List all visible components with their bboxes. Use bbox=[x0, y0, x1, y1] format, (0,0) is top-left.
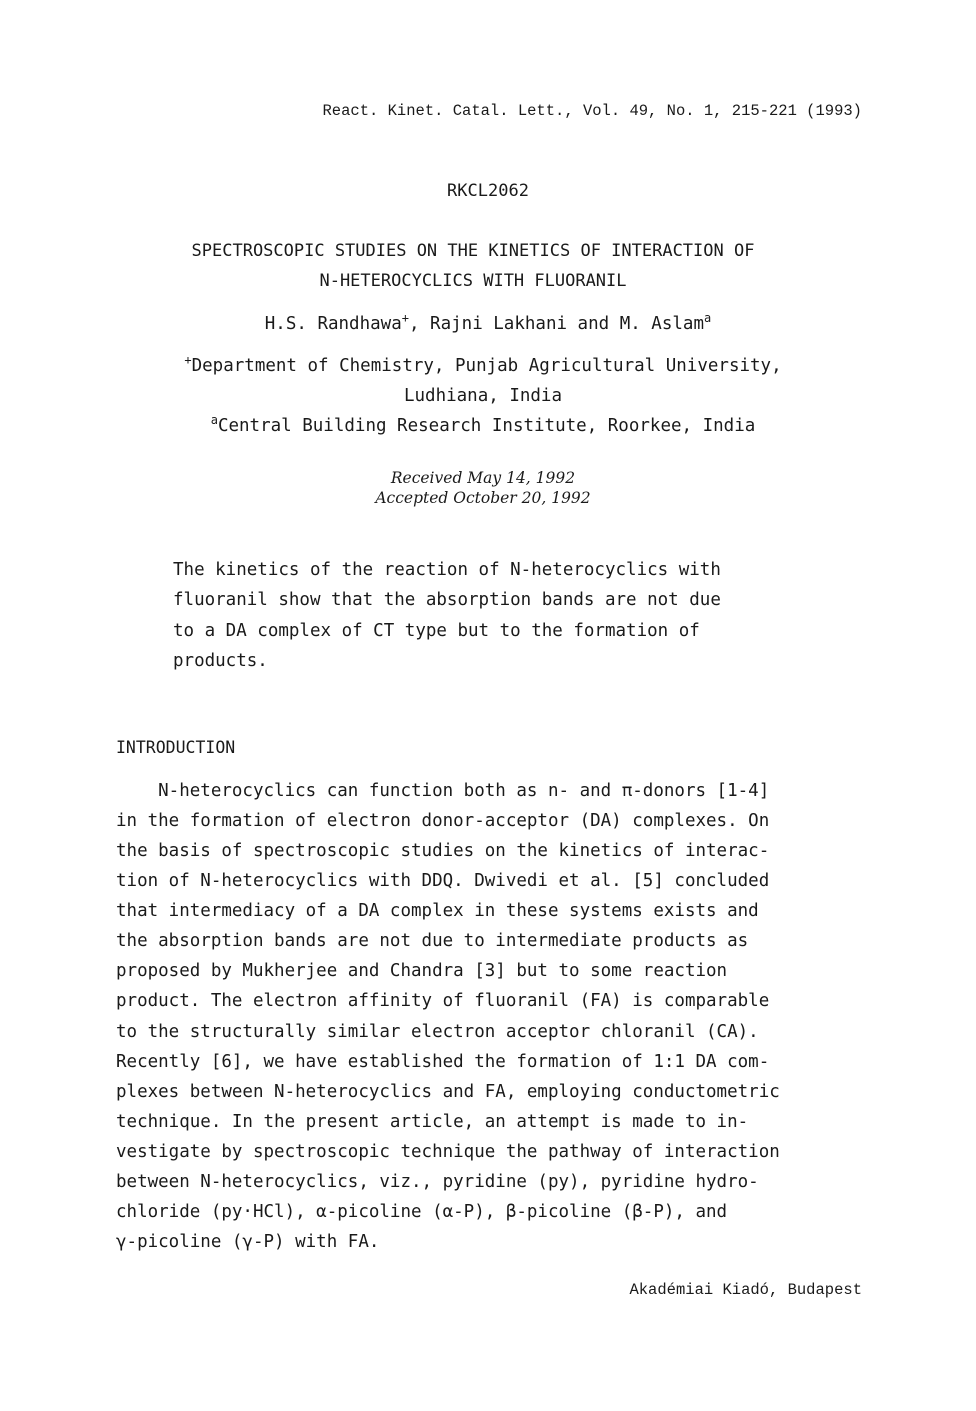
article-title-line-1: SPECTROSCOPIC STUDIES ON THE KINETICS OF INTERACTION OF bbox=[191, 241, 755, 261]
affiliation-mark: a bbox=[704, 311, 712, 325]
article-code: RKCL2062 bbox=[447, 181, 529, 201]
publisher-line: Akadémiai Kiadó, Budapest bbox=[629, 1281, 862, 1299]
abstract-line: fluoranil show that the absorption bands are not due bbox=[173, 590, 721, 611]
section-heading: INTRODUCTION bbox=[116, 738, 236, 757]
received-date: Received May 14, 1992 bbox=[390, 469, 576, 487]
author-list bbox=[0, 311, 976, 334]
affiliation-mark: a bbox=[210, 413, 218, 427]
body-line: to the structurally similar electron acceptor chloranil (CA). bbox=[116, 1021, 759, 1042]
affiliation-1-location: Ludhiana, India bbox=[403, 386, 563, 406]
author-name: M. Aslam bbox=[619, 314, 704, 334]
abstract-line: The kinetics of the reaction of N-heterocyclics with bbox=[173, 560, 721, 580]
abstract bbox=[173, 555, 721, 676]
body-line: in the formation of electron donor-acceptor (DA) complexes. On bbox=[116, 811, 770, 832]
author-name: Rajni Lakhani bbox=[430, 314, 568, 334]
body-line: technique. In the present article, an attempt is made to in- bbox=[116, 1111, 749, 1132]
author-separator: , bbox=[408, 314, 431, 334]
introduction-body bbox=[116, 776, 780, 1257]
body-line: chloride (py·HCl), α-picoline (α-P), β-picoline (β-P), and bbox=[116, 1201, 728, 1222]
body-line: N-heterocyclics can function both as n- and π-donors [1-4] bbox=[116, 781, 770, 801]
author-name: H.S. Randhawa bbox=[264, 314, 402, 334]
affiliation-mark: + bbox=[401, 311, 409, 325]
body-line: vestigate by spectroscopic technique the pathway of interaction bbox=[116, 1141, 780, 1162]
journal-citation: React. Kinet. Catal. Lett., Vol. 49, No. 1, 215-221 (1993) bbox=[322, 102, 862, 120]
accepted-date: Accepted October 20, 1992 bbox=[375, 489, 591, 507]
body-line: tion of N-heterocyclics with DDQ. Dwivedi et al. [5] concluded bbox=[116, 871, 770, 892]
body-line: product. The electron affinity of fluoranil (FA) is comparable bbox=[116, 991, 770, 1012]
author-separator: and bbox=[567, 314, 620, 334]
body-line: the absorption bands are not due to intermediate products as bbox=[116, 931, 749, 952]
affiliation-2 bbox=[0, 413, 966, 436]
body-line: plexes between N-heterocyclics and FA, employing conductometric bbox=[116, 1081, 780, 1102]
affiliation-mark: + bbox=[184, 353, 192, 367]
body-line: between N-heterocyclics, viz., pyridine (py), pyridine hydro- bbox=[116, 1171, 759, 1192]
abstract-line: products. bbox=[173, 650, 268, 671]
abstract-line: to a DA complex of CT type but to the formation of bbox=[173, 620, 700, 641]
affiliation-text: Central Building Research Institute, Roorkee, India bbox=[217, 416, 756, 436]
affiliation-text: Department of Chemistry, Punjab Agricultural University, bbox=[191, 356, 782, 376]
body-line: the basis of spectroscopic studies on the kinetics of interac- bbox=[116, 841, 770, 862]
affiliation-1 bbox=[0, 353, 966, 376]
body-line: Recently [6], we have established the formation of 1:1 DA com- bbox=[116, 1051, 770, 1072]
body-line: proposed by Mukherjee and Chandra [3] but to some reaction bbox=[116, 961, 728, 982]
article-title-line-2: N-HETEROCYCLICS WITH FLUORANIL bbox=[319, 271, 627, 291]
body-line: that intermediacy of a DA complex in these systems exists and bbox=[116, 901, 759, 922]
body-line: γ-picoline (γ-P) with FA. bbox=[116, 1231, 380, 1252]
